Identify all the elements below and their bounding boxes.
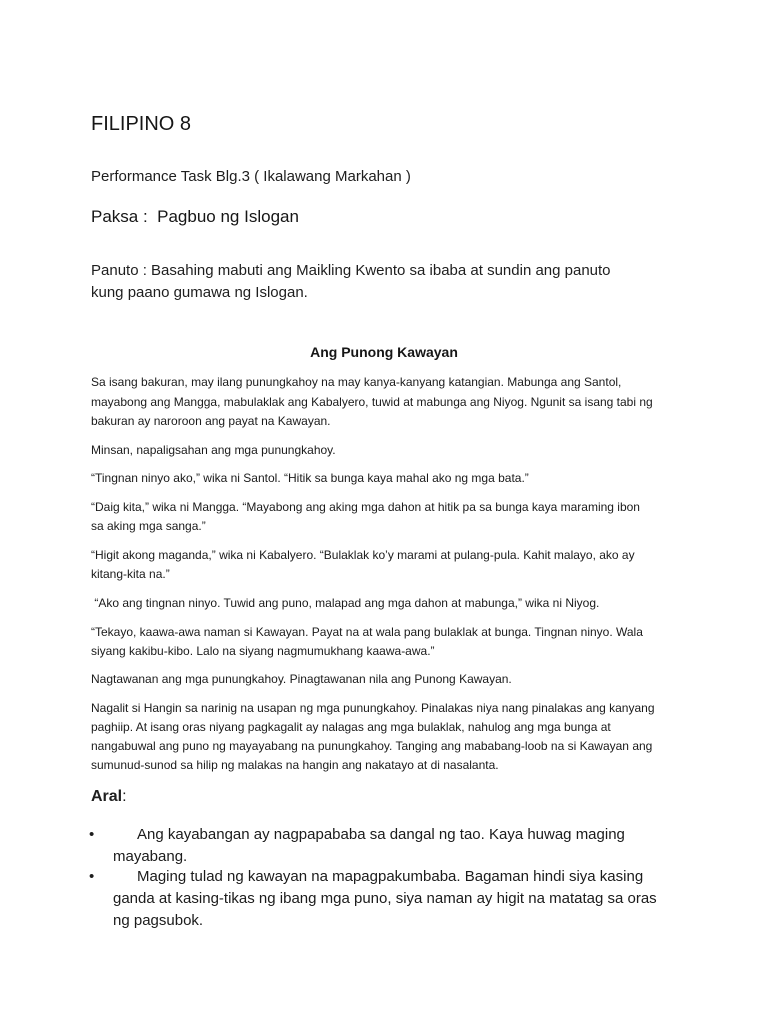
story-line: Sa isang bakuran, may ilang punungkahoy na may kanya-kanyang katangian. Mabunga ang Santol, <box>91 375 622 389</box>
topic-heading: Paksa : Pagbuo ng Islogan <box>91 207 299 226</box>
instructions-line: Panuto : Basahing mabuti ang Maikling Kwento sa ibaba at sundin ang panuto <box>91 262 611 279</box>
lesson-heading-word: Aral <box>91 788 123 805</box>
bullet-line: mayabang. <box>113 848 188 865</box>
story-line: siyang kakibu-kibo. Lalo na siyang nagmumukhang kaawa-awa.” <box>91 644 435 658</box>
task-subtitle: Performance Task Blg.3 ( Ikalawang Markahan ) <box>91 168 411 185</box>
story-line: Nagalit si Hangin sa narinig na usapan ng mga punungkahoy. Pinalakas niya nang pinalakas ang kanyang <box>91 701 655 715</box>
bullet-marker: • <box>89 826 95 843</box>
subject-title: FILIPINO 8 <box>91 113 192 135</box>
lesson-heading <box>91 787 127 807</box>
story-line: Nagtawanan ang mga punungkahoy. Pinagtawanan nila ang Punong Kawayan. <box>91 672 512 686</box>
lesson-heading-separator: : <box>122 788 127 805</box>
bullet-line: ganda at kasing-tikas ng ibang mga puno, siya naman ay higit na matatag sa oras <box>113 890 657 907</box>
story-line: bakuran ay naroroon ang payat na Kawayan. <box>91 414 331 428</box>
story-line: mayabong ang Mangga, mabulaklak ang Kabalyero, tuwid at mabunga ang Niyog. Ngunit sa isang tabi ng <box>91 395 653 409</box>
story-line: sumunud-sunod sa hilip ng malakas na hangin ang nakatayo at di nasalanta. <box>91 758 499 772</box>
story-line: Minsan, napaligsahan ang mga punungkahoy. <box>91 443 336 457</box>
story-line: nangabuwal ang puno ng mayayabang na punungkahoy. Tanging ang mababang-loob na si Kawayan ang <box>91 739 653 753</box>
bullet-line: ng pagsubok. <box>113 912 204 929</box>
instructions-line: kung paano gumawa ng Islogan. <box>91 284 308 301</box>
story-line: “Tingnan ninyo ako,” wika ni Santol. “Hitik sa bunga kaya mahal ako ng mga bata.” <box>91 471 529 485</box>
bullet-line: Ang kayabangan ay nagpapababa sa dangal ng tao. Kaya huwag maging <box>137 826 625 843</box>
story-line: “Tekayo, kaawa-awa naman si Kawayan. Payat na at wala pang bulaklak at bunga. Tingnan ninyo. Wala <box>91 625 643 639</box>
story-line: “Daig kita,” wika ni Mangga. “Mayabong ang aking mga dahon at hitik pa sa bunga kaya maraming ibon <box>91 500 640 514</box>
story-line: “Higit akong maganda,” wika ni Kabalyero. “Bulaklak ko’y marami at pulang-pula. Kahit malayo, ako ay <box>91 548 635 562</box>
story-line: kitang-kita na.” <box>91 567 170 581</box>
bullet-marker: • <box>89 868 95 885</box>
story-line: paghiip. At isang oras niyang pagkagalit ay nalagas ang mga bulaklak, nahulog ang mga bunga at <box>91 720 611 734</box>
story-title: Ang Punong Kawayan <box>310 344 458 360</box>
bullet-line: Maging tulad ng kawayan na mapagpakumbaba. Bagaman hindi siya kasing <box>137 868 644 885</box>
story-line: sa aking mga sanga.” <box>91 519 206 533</box>
story-line: “Ako ang tingnan ninyo. Tuwid ang puno, malapad ang mga dahon at mabunga,” wika ni Niyog. <box>91 596 600 610</box>
